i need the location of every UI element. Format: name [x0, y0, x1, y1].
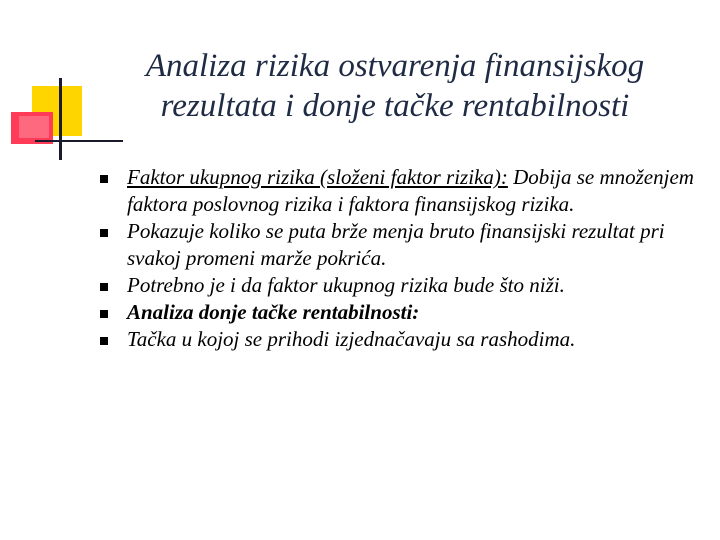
bullet-square-icon	[100, 229, 108, 237]
decor-vertical-line	[59, 78, 62, 160]
bullet-item	[96, 164, 696, 218]
title-line-1: Analiza rizika ostvarenja finansijskog	[145, 48, 645, 84]
slide-title	[100, 46, 690, 126]
bullet-square-icon	[100, 283, 108, 291]
bullet-text: Dobija se množenjem faktora poslovnog rizika i faktora finansijskog rizika.	[127, 165, 694, 216]
bullet-bold-heading: Analiza donje tačke rentabilnosti:	[127, 300, 420, 324]
bullet-text: Potrebno je i da faktor ukupnog rizika bude što niži.	[127, 273, 565, 297]
bullet-text: Tačka u kojoj se prihodi izjednačavaju sa rashodima.	[127, 327, 576, 351]
bullet-item	[96, 326, 696, 353]
bullet-item	[96, 299, 696, 326]
decor-horizontal-line	[35, 140, 123, 142]
bullet-square-icon	[100, 310, 108, 318]
bullet-text: Pokazuje koliko se puta brže menja bruto finansijski rezultat pri svakoj promeni marže pokrića.	[127, 219, 665, 270]
title-line-2: rezultata i donje tačke rentabilnosti	[160, 88, 630, 124]
bullet-item	[96, 272, 696, 299]
decor-pink-square	[19, 116, 49, 138]
bullet-square-icon	[100, 337, 108, 345]
bullet-list	[96, 164, 696, 353]
bullet-square-icon	[100, 175, 108, 183]
bullet-underlined-term: Faktor ukupnog rizika (složeni faktor rizika):	[127, 165, 508, 189]
bullet-item	[96, 218, 696, 272]
